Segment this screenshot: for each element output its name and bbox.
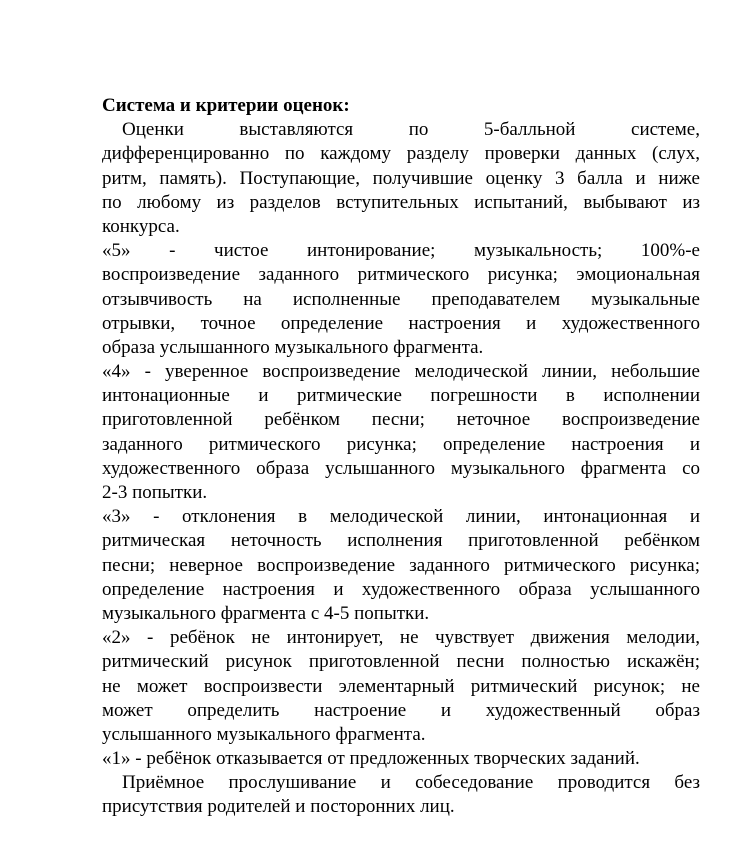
section-title: Система и критерии оценок: [102, 95, 350, 116]
text-line: музыкального фрагмента с 4-5 попытки. [102, 602, 430, 624]
grade-4-paragraph [102, 360, 700, 505]
text-line: «1» - ребёнок отказывается от предложенных творческих заданий. [102, 748, 640, 770]
text-line: ритмическая неточность исполнения приготовленной ребёнком [102, 530, 700, 552]
text-line: может определить настроение и художественный образ [102, 699, 700, 721]
text-line: отзывчивость на исполненные преподавателем музыкальные [102, 288, 700, 310]
text-line: художественного образа услышанного музыкального фрагмента со [102, 457, 700, 479]
text-line: по любому из разделов вступительных испытаний, выбывают из [102, 191, 700, 213]
text-line: интонационные и ритмические погрешности в исполнении [102, 385, 700, 407]
text-line: ритмический рисунок приготовленной песни полностью искажён; [102, 651, 700, 673]
text-line: Оценки выставляются по 5-балльной системе, [122, 119, 700, 141]
text-line: воспроизведение заданного ритмического рисунка; эмоциональная [102, 264, 700, 286]
text-line: песни; неверное воспроизведение заданного ритмического рисунка; [102, 554, 700, 576]
document-body [102, 118, 700, 819]
text-line: ритм, память). Поступающие, получившие оценку 3 балла и ниже [102, 167, 700, 189]
grade-2-paragraph [102, 626, 700, 747]
text-line: «3» - отклонения в мелодической линии, интонационная и [102, 506, 700, 528]
text-line: заданного ритмического рисунка; определение настроения и [102, 433, 700, 455]
text-line: 2-3 попытки. [102, 482, 208, 503]
text-line: Приёмное прослушивание и собеседование проводится без [122, 772, 700, 794]
grade-1-paragraph [102, 747, 700, 771]
text-line: «4» - уверенное воспроизведение мелодической линии, небольшие [102, 361, 700, 383]
text-line: отрывки, точное определение настроения и художественного [102, 312, 700, 334]
text-line: «5» - чистое интонирование; музыкальность; 100%-е [102, 240, 700, 262]
text-line: услышанного музыкального фрагмента. [102, 723, 426, 745]
text-line: «2» - ребёнок не интонирует, не чувствует движения мелодии, [102, 627, 700, 649]
text-line: не может воспроизвести элементарный ритмический рисунок; не [102, 675, 700, 697]
document-page [102, 94, 700, 820]
intro-paragraph [102, 118, 700, 239]
text-line: образа услышанного музыкального фрагмента. [102, 336, 484, 358]
text-line: определение настроения и художественного образа услышанного [102, 578, 700, 600]
closing-paragraph [102, 771, 700, 819]
grade-5-paragraph [102, 239, 700, 360]
grade-3-paragraph [102, 505, 700, 626]
text-line: конкурса. [102, 215, 180, 237]
text-line: присутствия родителей и посторонних лиц. [102, 796, 455, 818]
text-line: дифференцированно по каждому разделу проверки данных (слух, [102, 143, 700, 165]
text-line: приготовленной ребёнком песни; неточное воспроизведение [102, 409, 700, 431]
